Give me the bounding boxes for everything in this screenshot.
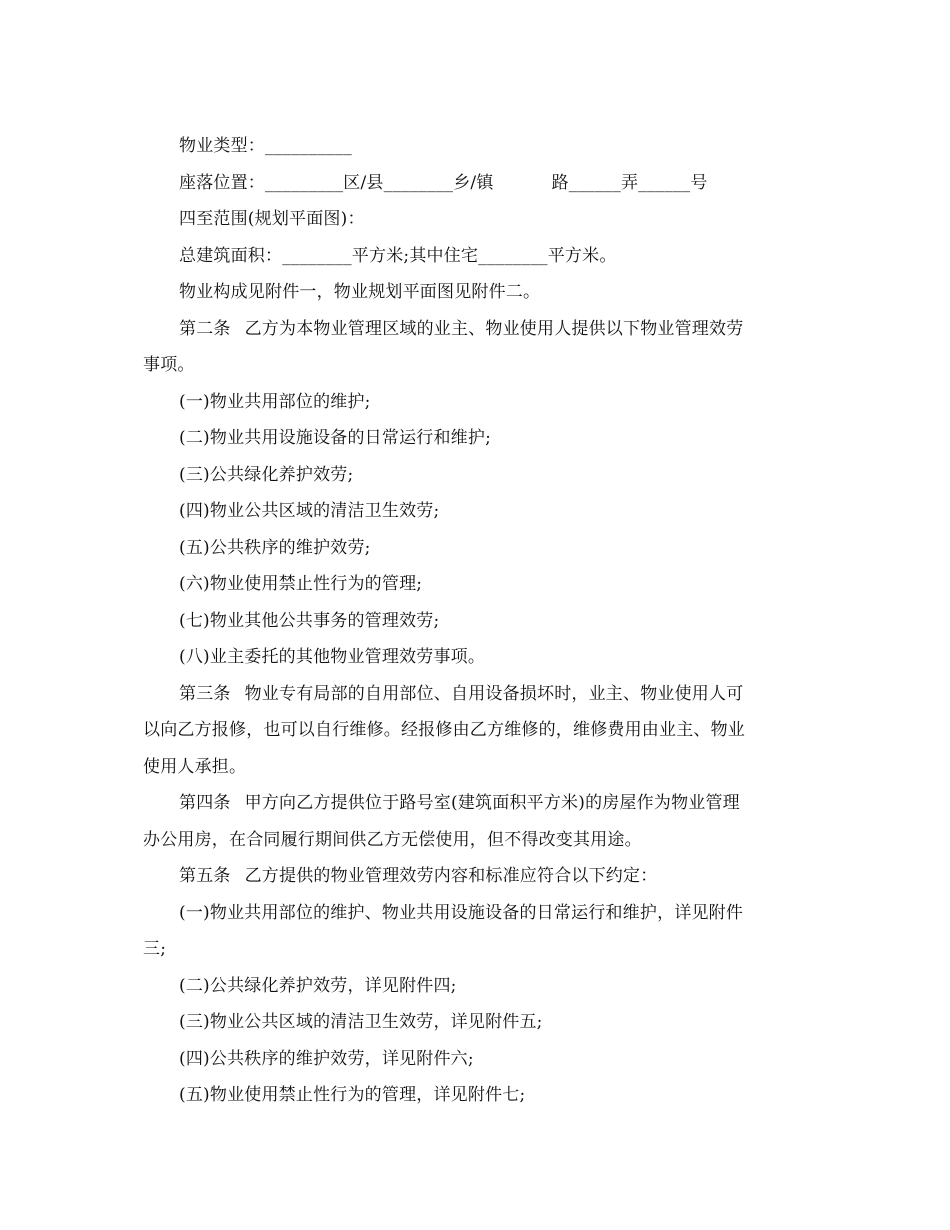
list-item bbox=[143, 603, 798, 640]
list-item bbox=[143, 1004, 798, 1041]
list-item bbox=[143, 384, 798, 421]
article-4-text: 甲方向乙方提供位于路号室(建筑面积平方米)的房屋作为物业管理 bbox=[244, 793, 740, 813]
list-item-text: (二)公共绿化养护效劳，详见附件四; bbox=[179, 975, 457, 996]
composition-text: 物业构成见附件一，物业规划平面图见附件二。 bbox=[179, 282, 541, 302]
article-3-text-cont: 以向乙方报修，也可以自行维修。经报修由乙方维修的，维修费用由业主、物业 bbox=[143, 720, 745, 740]
list-item bbox=[143, 639, 798, 676]
list-item-text-cont: 三; bbox=[143, 939, 167, 959]
article-2-text-cont: 事项。 bbox=[143, 355, 195, 375]
article-2-label: 第二条 bbox=[179, 318, 231, 339]
article-2-text: 乙方为本物业管理区域的业主、物业使用人提供以下物业管理效劳 bbox=[244, 318, 744, 339]
composition-line bbox=[143, 274, 798, 311]
article-3-text: 物业专有局部的自用部位、自用设备损坏时，业主、物业使用人可 bbox=[244, 683, 744, 704]
article-3-continuation bbox=[143, 749, 798, 786]
total-area-line bbox=[143, 238, 798, 275]
list-item-text: (三)公共绿化养护效劳; bbox=[179, 464, 354, 485]
list-item bbox=[143, 493, 798, 530]
property-type-text: 物业类型：__________ bbox=[179, 136, 352, 156]
article-4-text-cont: 办公用房，在合同履行期间供乙方无偿使用，但不得改变其用途。 bbox=[143, 829, 642, 850]
article-2-continuation bbox=[143, 347, 798, 384]
article-3-text-cont: 使用人承担。 bbox=[143, 756, 247, 777]
list-item-text: (四)公共秩序的维护效劳，详见附件六; bbox=[179, 1048, 474, 1069]
list-item-text: (二)物业共用设施设备的日常运行和维护; bbox=[179, 428, 491, 448]
boundary-text: 四至范围(规划平面图)： bbox=[179, 209, 365, 229]
article-3-label: 第三条 bbox=[179, 683, 231, 704]
list-item-text: (六)物业使用禁止性行为的管理; bbox=[179, 574, 423, 594]
list-item bbox=[143, 1041, 798, 1078]
list-item bbox=[143, 968, 798, 1005]
article-4-label: 第四条 bbox=[179, 793, 231, 813]
location-text-part1: 座落位置：_________区/县________乡/镇 bbox=[179, 172, 494, 193]
list-item-text: (七)物业其他公共事务的管理效劳; bbox=[179, 610, 440, 631]
list-item bbox=[143, 566, 798, 603]
list-item bbox=[143, 530, 798, 567]
location-text-part2: 路______弄______号 bbox=[551, 172, 708, 193]
article-5-heading-line bbox=[143, 858, 798, 895]
list-item bbox=[143, 457, 798, 494]
article-3-continuation bbox=[143, 712, 798, 749]
list-item-text: (一)物业共用部位的维护; bbox=[179, 391, 371, 412]
list-item bbox=[143, 895, 798, 932]
location-line bbox=[143, 165, 798, 202]
document-body bbox=[143, 128, 798, 1114]
property-type-line bbox=[143, 128, 798, 165]
list-item-text: (八)业主委托的其他物业管理效劳事项。 bbox=[179, 647, 486, 667]
article-2-heading-line bbox=[143, 311, 798, 348]
list-item-text: (五)公共秩序的维护效劳; bbox=[179, 537, 371, 558]
list-item-text: (四)物业公共区域的清洁卫生效劳; bbox=[179, 501, 440, 521]
list-item-text: (一)物业共用部位的维护、物业共用设施设备的日常运行和维护，详见附件 bbox=[179, 902, 744, 923]
boundary-line bbox=[143, 201, 798, 238]
list-item bbox=[143, 420, 798, 457]
article-5-text: 乙方提供的物业管理效劳内容和标准应符合以下约定： bbox=[244, 866, 658, 886]
list-item bbox=[143, 1077, 798, 1114]
total-area-text: 总建筑面积：________平方米;其中住宅________平方米。 bbox=[179, 245, 617, 266]
article-5-label: 第五条 bbox=[179, 866, 231, 886]
article-3-heading-line bbox=[143, 676, 798, 713]
list-item-continuation bbox=[143, 931, 798, 968]
list-item-text: (五)物业使用禁止性行为的管理，详见附件七; bbox=[179, 1085, 526, 1105]
article-4-continuation bbox=[143, 822, 798, 859]
list-item-text: (三)物业公共区域的清洁卫生效劳，详见附件五; bbox=[179, 1012, 543, 1032]
article-4-heading-line bbox=[143, 785, 798, 822]
